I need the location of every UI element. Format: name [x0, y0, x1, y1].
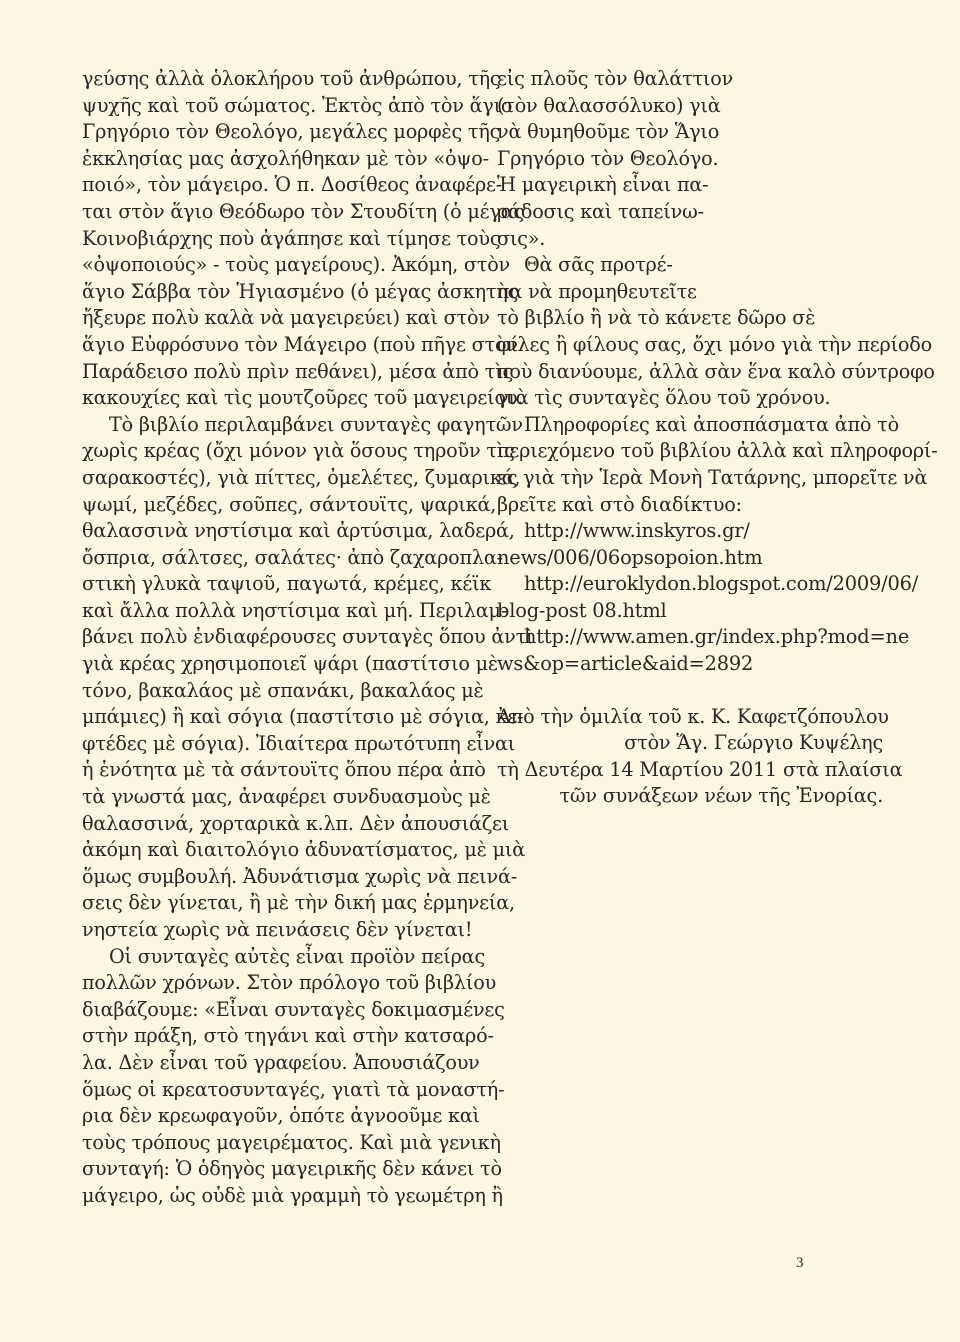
text-line: ἅγιο Εὐφρόσυνο τὸν Μάγειρο (ποὺ πῆγε στὸν — [82, 332, 518, 356]
text-line: Γρηγόριο τὸν Θεολόγο. — [497, 146, 719, 170]
text-line: ται στὸν ἅγιο Θεόδωρο τὸν Στουδίτη (ὁ μέγας — [82, 199, 524, 223]
text-line: νὰ θυμηθοῦμε τὸν Ἅγιο — [497, 120, 720, 144]
url-link[interactable]: blog-post 08.html — [497, 598, 667, 622]
text-line: τόνο, βακαλάος μὲ σπανάκι, βακαλάος μὲ — [82, 678, 484, 702]
text-line: ἀκόμη καὶ διαιτολόγιο ἀδυνατίσματος, μὲ μιὰ — [82, 838, 525, 862]
text-line: πολλῶν χρόνων. Στὸν πρόλογο τοῦ βιβλίου — [82, 971, 497, 995]
text-line: ἅγιο Σάββα τὸν Ἡγιασμένο (ὁ μέγας ἀσκητὴς — [82, 279, 519, 303]
text-line: ράδοσις καὶ ταπείνω- — [497, 199, 704, 223]
text-line: Παράδεισο πολὺ πρὶν πεθάνει), μέσα ἀπὸ τὶς — [82, 359, 514, 383]
text-line: μπάμιες) ἢ καὶ σόγια (παστίτσιο μὲ σόγια, κε- — [82, 705, 524, 729]
text-line: τὰ γνωστά μας, ἀναφέρει συνδυασμοὺς μὲ — [82, 785, 491, 809]
links-block — [497, 518, 919, 678]
text-line: θαλασσινά, χορταρικὰ κ.λπ. Δὲν ἀπουσιάζει — [82, 811, 510, 835]
text-line: συνταγή: Ὁ ὁδηγὸς μαγειρικῆς δὲν κάνει τὸ — [82, 1157, 502, 1181]
text-line: Κοινοβιάρχης ποὺ ἀγάπησε καὶ τίμησε τοὺς — [82, 226, 501, 250]
text-line: περιεχόμενο τοῦ βιβλίου ἀλλὰ καὶ πληροφορί- — [497, 439, 938, 463]
url-link[interactable]: ws&op=article&aid=2892 — [497, 652, 754, 676]
signature-line: στὸν Ἅγ. Γεώργιο Κυψέλης — [624, 731, 883, 755]
text-line: ες γιὰ τὴν Ἱερὰ Μονὴ Τατάρνης, μπορεῖτε νὰ — [497, 465, 928, 489]
text-line: βάνει πολὺ ἐνδιαφέρουσες συνταγὲς ὅπου ἀντὶ — [82, 625, 534, 649]
url-link[interactable]: http://www.inskyros.gr/ — [524, 519, 750, 543]
text-line: φίλες ἢ φίλους σας, ὄχι μόνο γιὰ τὴν περίοδο — [497, 332, 932, 356]
text-line: σις». — [497, 226, 546, 250]
text-line: φτέδες μὲ σόγια). Ἰδιαίτερα πρωτότυπη εἶναι — [82, 731, 516, 755]
text-line: τὸ βιβλίο ἢ νὰ τὸ κάνετε δῶρο σὲ — [497, 306, 816, 330]
text-line: τοὺς τρόπους μαγειρέματος. Καὶ μιὰ γενικὴ — [82, 1130, 501, 1154]
text-line: Θὰ σᾶς προτρέ- — [524, 253, 673, 277]
text-line: χωρὶς κρέας (ὄχι μόνον γιὰ ὅσους τηροῦν τὶς — [82, 439, 515, 463]
right-column-text — [497, 66, 938, 518]
text-line: ὅμως συμβουλή. Ἀδυνάτισμα χωρὶς νὰ πεινά- — [82, 864, 517, 888]
url-link[interactable]: news/006/06opsopoion.htm — [497, 545, 763, 569]
text-line: ἤξευρε πολὺ καλὰ νὰ μαγειρεύει) καὶ στὸν — [82, 306, 490, 330]
text-line: σαρακοστές), γιὰ πίττες, ὀμελέτες, ζυμαρικά, — [82, 465, 521, 489]
url-link[interactable]: http://euroklydon.blogspot.com/2009/06/ — [524, 572, 919, 596]
page-number: 3 — [796, 1255, 804, 1271]
text-line: ψωμί, μεζέδες, σοῦπες, σάντουϊτς, ψαρικά, — [82, 492, 497, 516]
signature-block — [497, 704, 903, 810]
text-line: ρια δὲν κρεωφαγοῦν, ὁπότε ἀγνοοῦμε καὶ — [82, 1104, 480, 1128]
text-line: διαβάζουμε: «Εἶναι συνταγὲς δοκιμασμένες — [82, 997, 505, 1021]
url-link[interactable]: http://www.amen.gr/index.php?mod=ne — [524, 625, 910, 649]
text-line: ἡ ἑνότητα μὲ τὰ σάντουϊτς ὅπου πέρα ἀπὸ — [82, 758, 486, 782]
text-line: Οἱ συνταγὲς αὐτὲς εἶναι προϊὸν πείρας — [109, 944, 485, 968]
text-line: κακουχίες καὶ τὶς μουτζοῦρες τοῦ μαγειρείου. — [82, 386, 524, 410]
spacer — [497, 678, 883, 704]
text-line: πα νὰ προμηθευτεῖτε — [497, 279, 697, 303]
text-line: στὴν πράξη, στὸ τηγάνι καὶ στὴν κατσαρό- — [82, 1024, 494, 1048]
signature-line: τῶν συνάξεων νέων τῆς Ἐνορίας. — [559, 784, 883, 808]
text-line: Τὸ βιβλίο περιλαμβάνει συνταγὲς φαγητῶν — [109, 412, 523, 436]
text-line: ψυχῆς καὶ τοῦ σώματος. Ἐκτὸς ἀπὸ τὸν ἅγιο — [82, 93, 513, 117]
text-line: Γρηγόριο τὸν Θεολόγο, μεγάλες μορφὲς τῆς — [82, 120, 501, 144]
text-line: λα. Δὲν εἶναι τοῦ γραφείου. Ἀπουσιάζουν — [82, 1050, 480, 1074]
text-line: γεύσης ἀλλὰ ὁλοκλήρου τοῦ ἀνθρώπου, τῆς — [82, 67, 501, 90]
text-line: (τὸν θαλασσόλυκο) γιὰ — [497, 93, 721, 117]
text-line: σεις δὲν γίνεται, ἢ μὲ τὴν δική μας ἑρμηνεία, — [82, 891, 515, 915]
text-line: ποὺ διανύουμε, ἀλλὰ σὰν ἕνα καλὸ σύντροφο — [497, 359, 935, 383]
right-column — [497, 66, 938, 810]
text-line: Πληροφορίες καὶ ἀποσπάσματα ἀπὸ τὸ — [524, 412, 899, 436]
text-line: ἐκκλησίας μας ἀσχολήθηκαν μὲ τὸν «ὀψο- — [82, 146, 489, 170]
signature-line: Ἀπὸ τὴν ὁμιλία τοῦ κ. Κ. Καφετζόπουλου — [497, 704, 889, 728]
text-line: βρεῖτε καὶ στὸ διαδίκτυο: — [497, 492, 742, 516]
text-line: ὄσπρια, σάλτσες, σαλάτες· ἀπὸ ζαχαροπλα- — [82, 545, 503, 569]
text-line: ποιό», τὸν μάγειρο. Ὁ π. Δοσίθεος ἀναφέρε- — [82, 173, 503, 197]
text-line: στικὴ γλυκὰ ταψιοῦ, παγωτά, κρέμες, κέϊκ — [82, 572, 492, 596]
text-line: νηστεία χωρὶς νὰ πεινάσεις δὲν γίνεται! — [82, 918, 473, 941]
text-line: θαλασσινὰ νηστίσιμα καὶ ἀρτύσιμα, λαδερά, — [82, 519, 515, 543]
text-line: καὶ ἄλλα πολλὰ νηστίσιμα καὶ μή. Περιλαμ- — [82, 598, 508, 622]
text-line: γιὰ τὶς συνταγὲς ὅλου τοῦ χρόνου. — [497, 386, 831, 410]
signature-line: τὴ Δευτέρα 14 Μαρτίου 2011 στὰ πλαίσια — [497, 757, 903, 781]
text-line: εἰς πλοῦς τὸν θαλάττιον — [497, 67, 734, 90]
text-line: ὅμως οἱ κρεατοσυνταγές, γιατὶ τὰ μοναστή- — [82, 1077, 505, 1101]
text-line: «ὀψοποιούς» - τοὺς μαγείρους). Ἀκόμη, στὸν — [82, 253, 511, 277]
text-line: Ἡ μαγειρικὴ εἶναι πα- — [497, 173, 709, 197]
text-line: μάγειρο, ὡς οὐδὲ μιὰ γραμμὴ τὸ γεωμέτρη ἢ — [82, 1183, 503, 1207]
text-line: γιὰ κρέας χρησιμοποιεῖ ψάρι (παστίτσιο μὲ — [82, 652, 499, 676]
